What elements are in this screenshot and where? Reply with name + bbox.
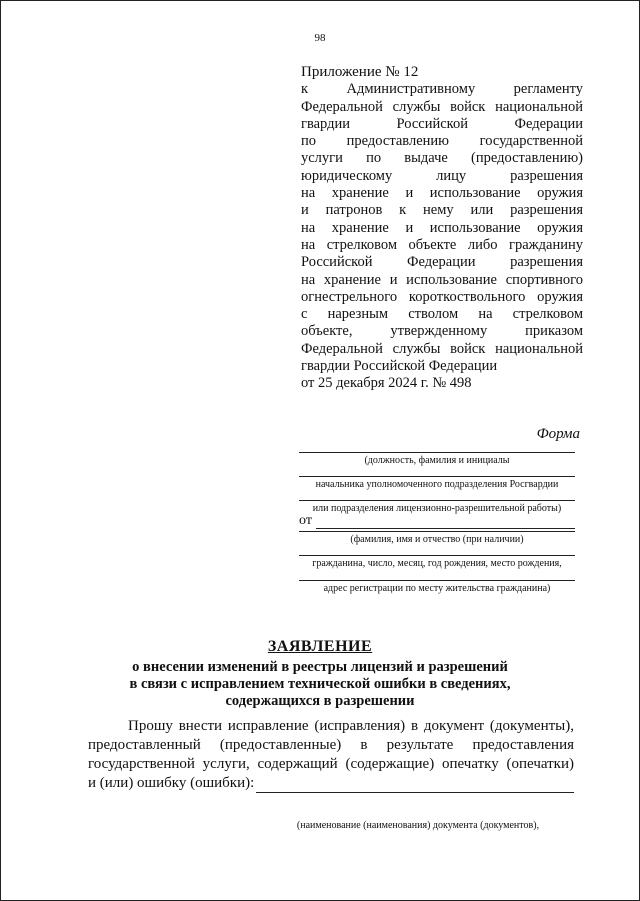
- statement-subtitle-line: в связи с исправлением технической ошибки в сведениях,: [129, 676, 511, 692]
- body-line: Прошу внести исправление (исправления) в документ (документы),: [128, 718, 574, 734]
- head-field[interactable]: [299, 476, 575, 491]
- statement-subtitle-line: о внесении изменений в реестры лицензий и разрешений: [132, 659, 508, 675]
- appendix-line: на хранение и использование спортивного: [301, 271, 583, 288]
- document-name-caption: (наименование (наименования) документа (документов),: [296, 820, 540, 831]
- from-input-line[interactable]: [316, 528, 575, 529]
- document-name-input-line[interactable]: [256, 778, 574, 793]
- forma-label: Форма: [536, 426, 580, 442]
- appendix-line: и патронов к нему или разрешения: [301, 202, 583, 219]
- appendix-line: гвардии Российской Федерации: [301, 115, 583, 132]
- statement-body: [88, 717, 574, 793]
- statement-header: [0, 638, 640, 710]
- from-row: [299, 513, 575, 531]
- appendix-line: гвардии Российской Федерации: [301, 358, 498, 375]
- from-label: от: [299, 513, 312, 528]
- body-line: государственной услуги, содержащий (содержащие) опечатку (опечатки): [88, 756, 574, 772]
- address-caption: адрес регистрации по месту жительства гражданина): [323, 583, 551, 594]
- appendix-line: с нарезным стволом на стрелковом: [301, 306, 583, 323]
- body-line: предоставленный (предоставленные) в результате предоставления: [88, 737, 574, 753]
- statement-subtitle-line: содержащихся в разрешении: [225, 693, 415, 709]
- name-field[interactable]: [299, 531, 575, 546]
- appendix-line: Федеральной службы войск национальной: [301, 98, 583, 115]
- appendix-block: [301, 64, 583, 393]
- statement-heading: ЗАЯВЛЕНИЕ: [267, 638, 373, 655]
- appendix-date: от 25 декабря 2024 г. № 498: [301, 375, 472, 392]
- appendix-line: к Административному регламенту: [301, 81, 583, 98]
- name-caption: (фамилия, имя и отчество (при наличии): [350, 534, 524, 545]
- appendix-line: Федеральной службы войск национальной: [301, 340, 583, 357]
- position-caption: (должность, фамилия и инициалы: [364, 455, 510, 466]
- subdivision-caption: или подразделения лицензионно-разрешительной работы): [312, 503, 562, 514]
- head-caption: начальника уполномоченного подразделения Росгвардии: [315, 479, 559, 490]
- appendix-title: Приложение № 12: [301, 64, 419, 80]
- citizen-caption: гражданина, число, месяц, год рождения, место рождения,: [312, 558, 562, 569]
- appendix-line: юридическому лицу разрешения: [301, 167, 583, 184]
- body-last-line: [88, 774, 574, 793]
- appendix-line: на хранение и использование оружия: [301, 185, 583, 202]
- appendix-line: Российской Федерации разрешения: [301, 254, 583, 271]
- appendix-line: на хранение и использование оружия: [301, 219, 583, 236]
- appendix-line: объекте, утвержденному приказом: [301, 323, 583, 340]
- body-line: и (или) ошибку (ошибки):: [88, 775, 255, 791]
- citizen-field[interactable]: [299, 555, 575, 570]
- appendix-line: услуги по выдаче (предоставлению): [301, 150, 583, 167]
- appendix-line: по предоставлению государственной: [301, 133, 583, 150]
- address-field[interactable]: [299, 580, 575, 595]
- page-number: 98: [314, 32, 326, 44]
- appendix-line: на стрелковом объекте либо гражданину: [301, 236, 583, 253]
- appendix-line: огнестрельного короткоствольного оружия: [301, 288, 583, 305]
- position-field[interactable]: [299, 452, 575, 467]
